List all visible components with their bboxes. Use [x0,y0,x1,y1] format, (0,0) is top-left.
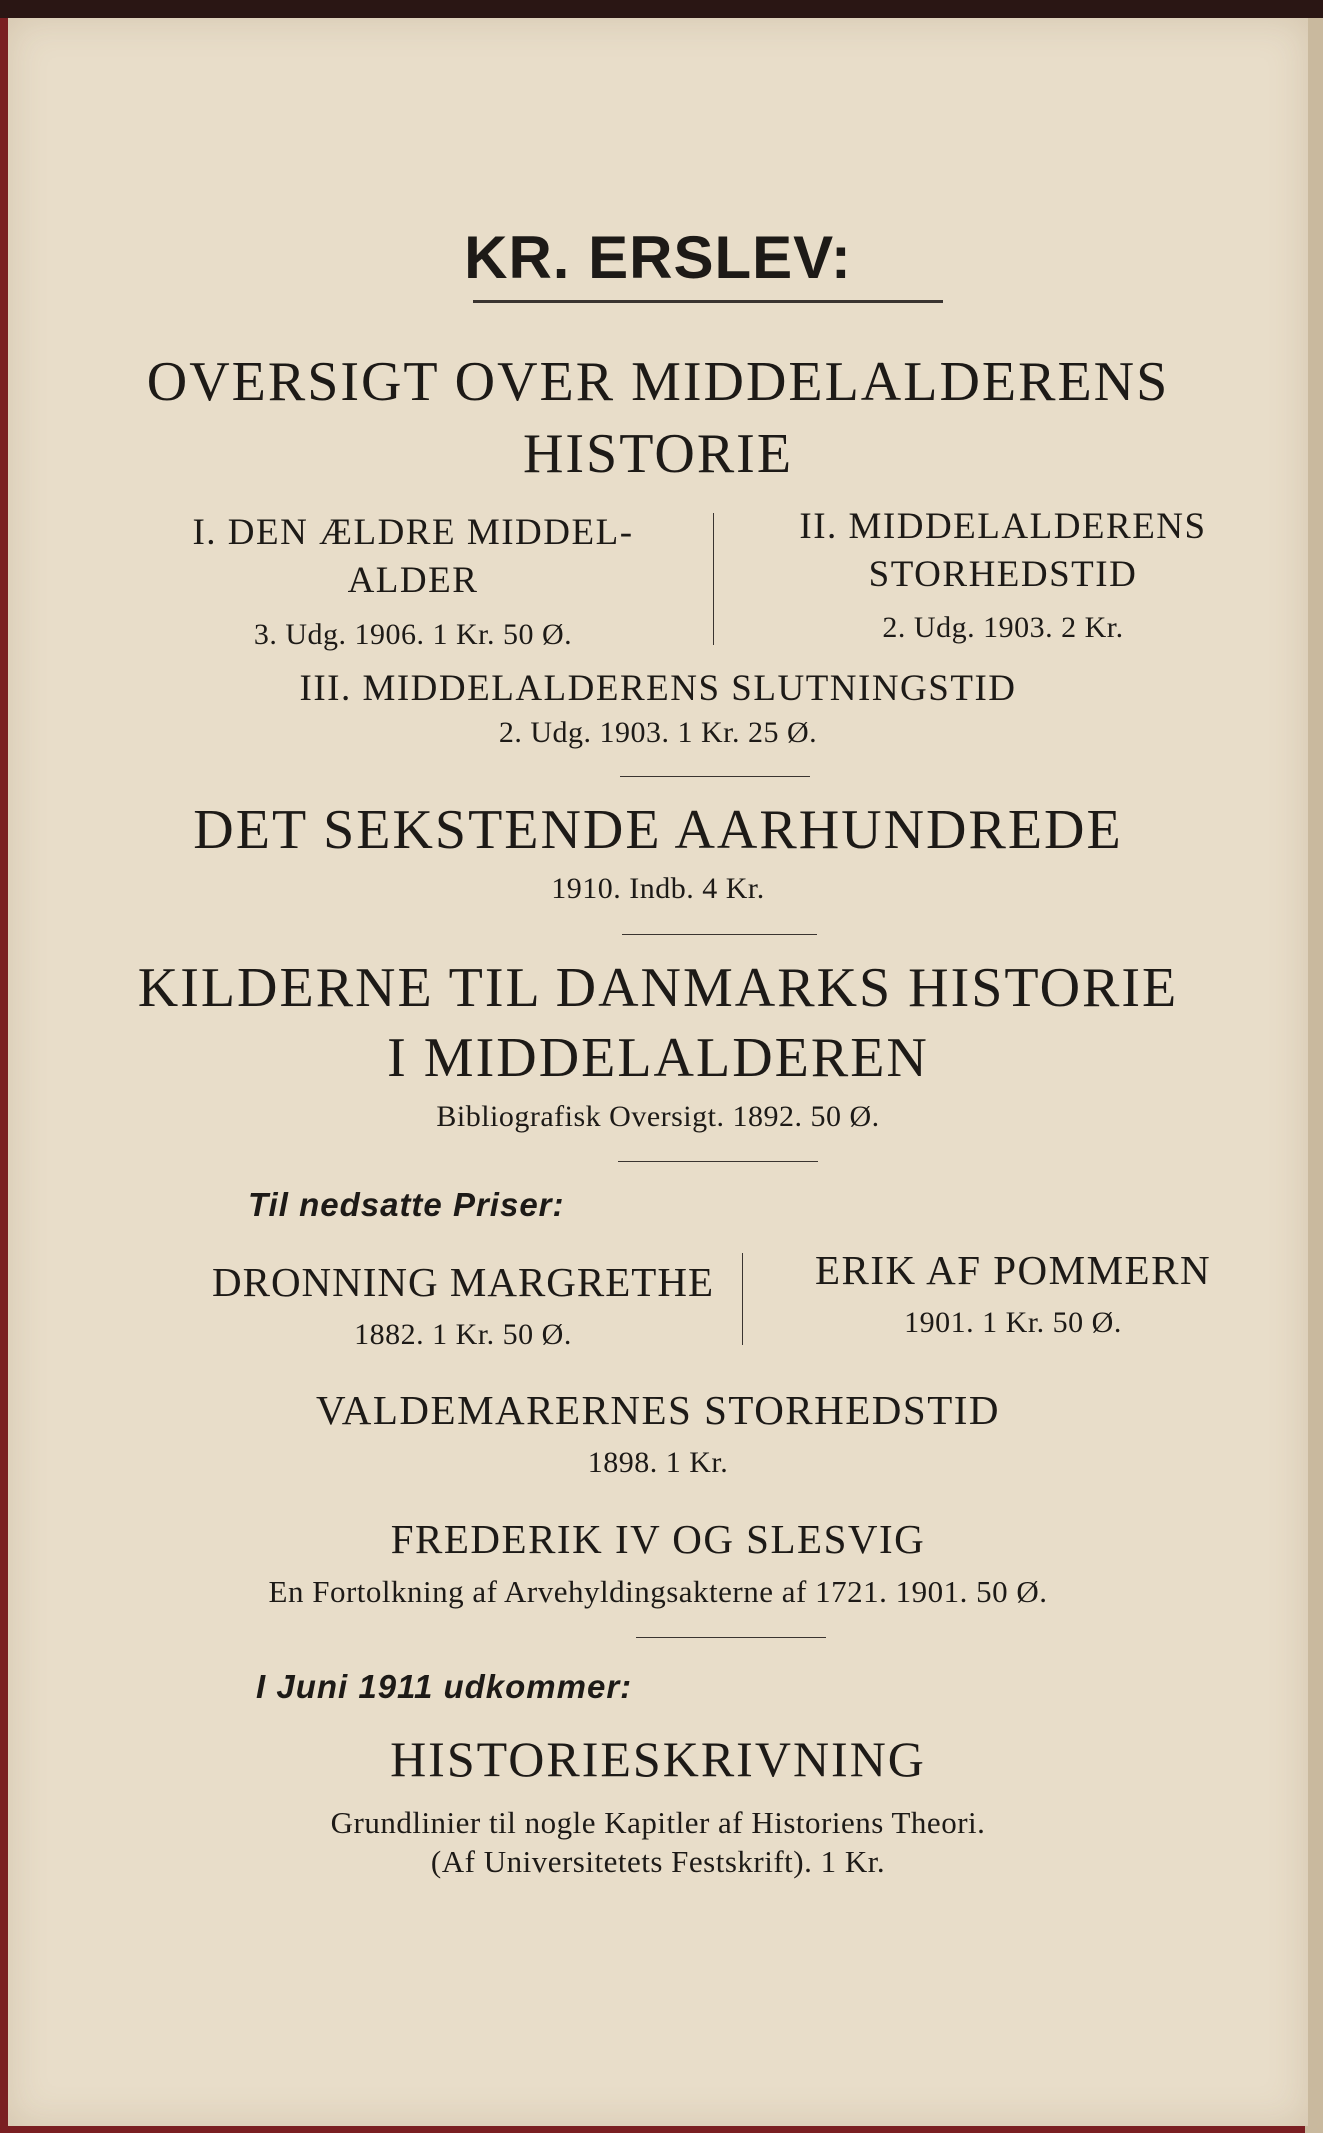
divider-4 [636,1637,826,1638]
reduced-prices-heading: Til nedsatte Priser: [248,1186,565,1223]
part1-line1: I. DEN ÆLDRE MIDDEL- [192,512,634,553]
upcoming-title: HISTORIESKRIVNING [390,1731,926,1787]
author-heading: KR. ERSLEV: [464,224,852,291]
reduced-column-divider [742,1253,743,1345]
part2-edition: 2. Udg. 1903. 2 Kr. [882,611,1124,644]
kilderne-title-line2: I MIDDELALDEREN [387,1027,929,1089]
author-underline [473,300,943,303]
divider-2 [622,934,817,935]
divider-3 [618,1161,818,1162]
kilderne-edition: Bibliografisk Oversigt. 1892. 50 Ø. [436,1100,880,1133]
sekstende-edition: 1910. Indb. 4 Kr. [551,872,765,905]
part2-line2: STORHEDSTID [868,554,1138,595]
oversigt-title-line2: HISTORIE [522,423,794,485]
erik-title: ERIK AF POMMERN [814,1247,1212,1293]
upcoming-line1: Grundlinier til nogle Kapitler af Historiens Theori. [330,1805,986,1840]
part3-edition: 2. Udg. 1903. 1 Kr. 25 Ø. [498,716,818,749]
oversigt-title-line1: OVERSIGT OVER MIDDELALDERENS [146,351,1170,413]
upcoming-line2: (Af Universitetets Festskrift). 1 Kr. [430,1844,886,1879]
book-top-edge [0,0,1323,18]
frederik-edition: En Fortolkning af Arvehyldingsakterne af 1721. 1901. 50 Ø. [268,1574,1048,1609]
valdemar-edition: 1898. 1 Kr. [587,1446,729,1479]
erik-edition: 1901. 1 Kr. 50 Ø. [904,1306,1122,1339]
advertisement-page [8,18,1308,2126]
part-column-divider [713,513,714,645]
upcoming-heading: I Juni 1911 udkommer: [256,1668,633,1705]
part2-line1: II. MIDDELALDERENS [799,506,1207,547]
part1-line2: ALDER [347,560,479,601]
sekstende-title: DET SEKSTENDE AARHUNDREDE [193,799,1123,861]
part3-line1: III. MIDDELALDERENS SLUTNINGSTID [299,668,1017,709]
frederik-title: FREDERIK IV OG SLESVIG [390,1516,926,1562]
part1-edition: 3. Udg. 1906. 1 Kr. 50 Ø. [253,618,573,651]
valdemar-title: VALDEMARERNES STORHEDSTID [315,1387,1001,1433]
margrethe-edition: 1882. 1 Kr. 50 Ø. [354,1318,572,1351]
margrethe-title: DRONNING MARGRETHE [211,1259,714,1305]
divider-1 [620,776,810,777]
kilderne-title-line1: KILDERNE TIL DANMARKS HISTORIE [137,957,1179,1019]
